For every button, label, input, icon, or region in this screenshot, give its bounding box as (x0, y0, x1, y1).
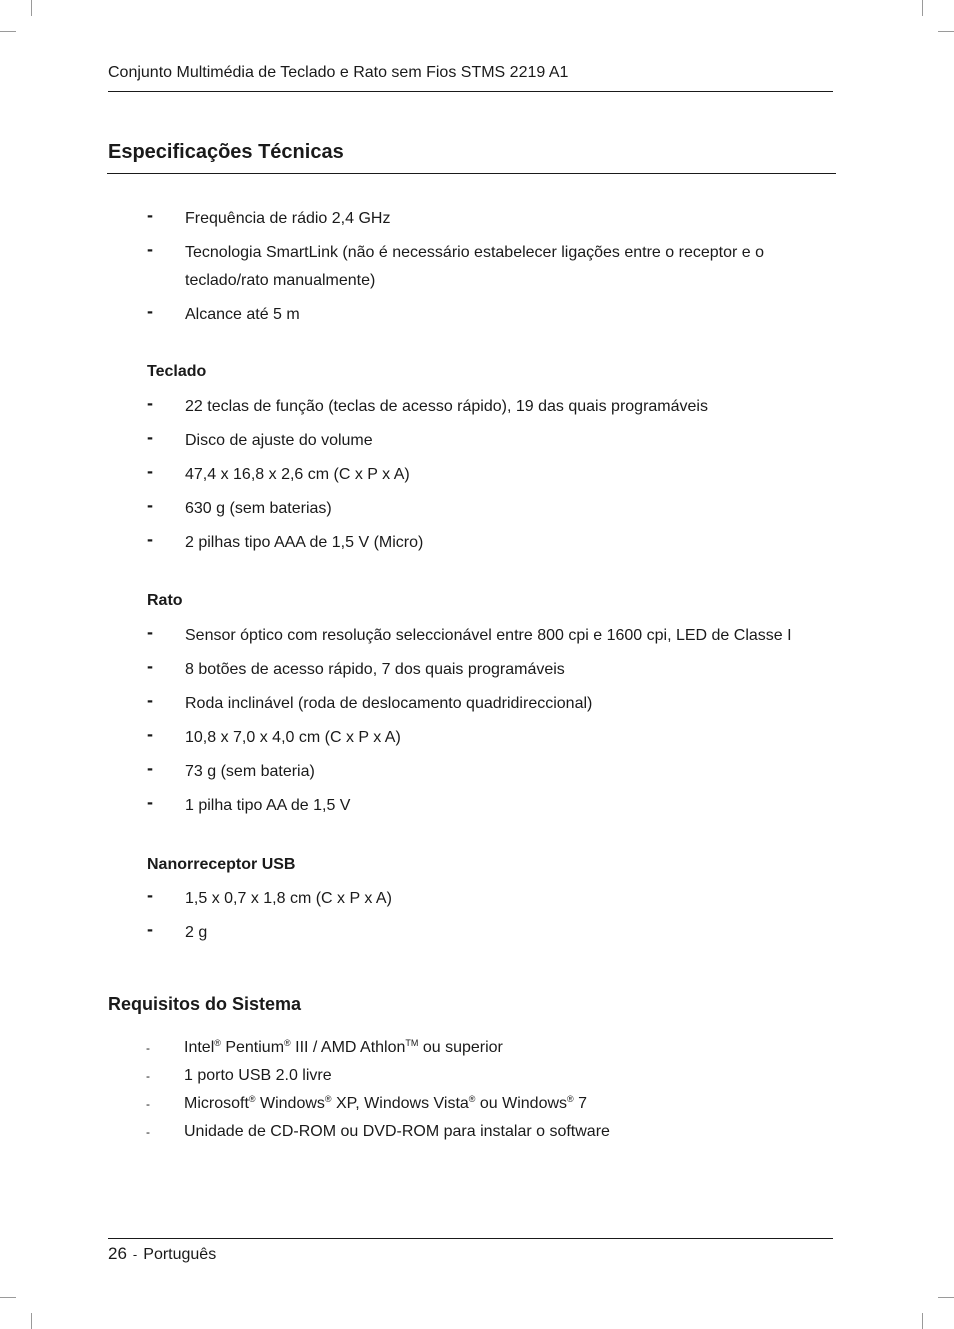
crop-mark (31, 1313, 32, 1329)
bullet-dash: - (147, 724, 153, 744)
page-number: 26 (108, 1244, 127, 1263)
requirements-list (146, 1034, 796, 1146)
list-item: - 2 g (147, 919, 208, 941)
bullet-dash: - (147, 239, 153, 259)
subheading-receiver: Nanorreceptor USB (147, 856, 296, 873)
bullet-dash: - (146, 1125, 150, 1139)
list-item: - Alcance até 5 m (147, 301, 300, 323)
bullet-dash: - (147, 792, 153, 812)
list-item: - 73 g (sem bateria) (147, 758, 315, 780)
list-item: - 630 g (sem baterias) (147, 495, 332, 517)
mouse-spec-list (147, 622, 837, 826)
list-item: - Sensor óptico com resolução seleccionável entre 800 cpi e 1600 cpi, LED de Classe I (147, 622, 792, 644)
list-item: - Intel® Pentium® III / AMD Athlon™ ou superior (146, 1034, 796, 1062)
bullet-dash: - (146, 1097, 150, 1111)
bullet-dash: - (147, 622, 153, 642)
page-footer (108, 1243, 216, 1266)
crop-mark (31, 0, 32, 16)
receiver-spec-list (147, 885, 837, 953)
footer-separator: - (132, 1247, 138, 1262)
bullet-dash: - (147, 205, 153, 225)
bullet-dash: - (147, 393, 153, 413)
crop-mark (938, 31, 954, 32)
bullet-dash: - (147, 656, 153, 676)
crop-mark (938, 1297, 954, 1298)
list-item: - Unidade de CD-ROM ou DVD-ROM para instalar o software (146, 1118, 796, 1146)
subheading-keyboard: Teclado (147, 363, 207, 380)
crop-mark (922, 0, 923, 16)
bullet-dash: - (147, 461, 153, 481)
bullet-dash: - (146, 1069, 150, 1083)
bullet-dash: - (147, 495, 153, 515)
list-item: - Disco de ajuste do volume (147, 427, 373, 449)
keyboard-spec-list (147, 393, 837, 563)
crop-mark (922, 1313, 923, 1329)
list-item: - 22 teclas de função (teclas de acesso rápido), 19 das quais programáveis (147, 393, 708, 415)
list-item: - 1 porto USB 2.0 livre (146, 1062, 796, 1090)
bullet-dash: - (147, 919, 153, 939)
list-item: - Tecnologia SmartLink (não é necessário estabelecer ligações entre o receptor e o teclado/rato manualmente) (147, 239, 764, 289)
crop-mark (0, 1297, 16, 1298)
footer-language: Português (143, 1246, 217, 1263)
list-item: - 8 botões de acesso rápido, 7 dos quais programáveis (147, 656, 565, 678)
bullet-dash: - (147, 427, 153, 447)
section-title-divider (107, 173, 836, 174)
subheading-mouse: Rato (147, 592, 183, 609)
list-item: - 47,4 x 16,8 x 2,6 cm (C x P x A) (147, 461, 410, 483)
bullet-dash: - (147, 758, 153, 778)
list-item: - Microsoft® Windows® XP, Windows Vista® ou Windows® 7 (146, 1090, 796, 1118)
section-title-requirements: Requisitos do Sistema (108, 994, 302, 1014)
list-item: - 1,5 x 0,7 x 1,8 cm (C x P x A) (147, 885, 392, 907)
bullet-dash: - (147, 529, 153, 549)
bullet-dash: - (146, 1041, 150, 1055)
running-header: Conjunto Multimédia de Teclado e Rato sem Fios STMS 2219 A1 (108, 64, 569, 81)
list-item: - 2 pilhas tipo AAA de 1,5 V (Micro) (147, 529, 424, 551)
list-item: - 10,8 x 7,0 x 4,0 cm (C x P x A) (147, 724, 401, 746)
general-spec-list (147, 205, 837, 335)
header-divider (108, 91, 833, 92)
list-item: - 1 pilha tipo AA de 1,5 V (147, 792, 351, 814)
footer-divider (108, 1238, 833, 1239)
list-item: - Frequência de rádio 2,4 GHz (147, 205, 391, 227)
section-title-specs: Especificações Técnicas (108, 141, 344, 163)
bullet-dash: - (147, 885, 153, 905)
bullet-dash: - (147, 301, 153, 321)
list-item: - Roda inclinável (roda de deslocamento quadridireccional) (147, 690, 593, 712)
crop-mark (0, 31, 16, 32)
bullet-dash: - (147, 690, 153, 710)
